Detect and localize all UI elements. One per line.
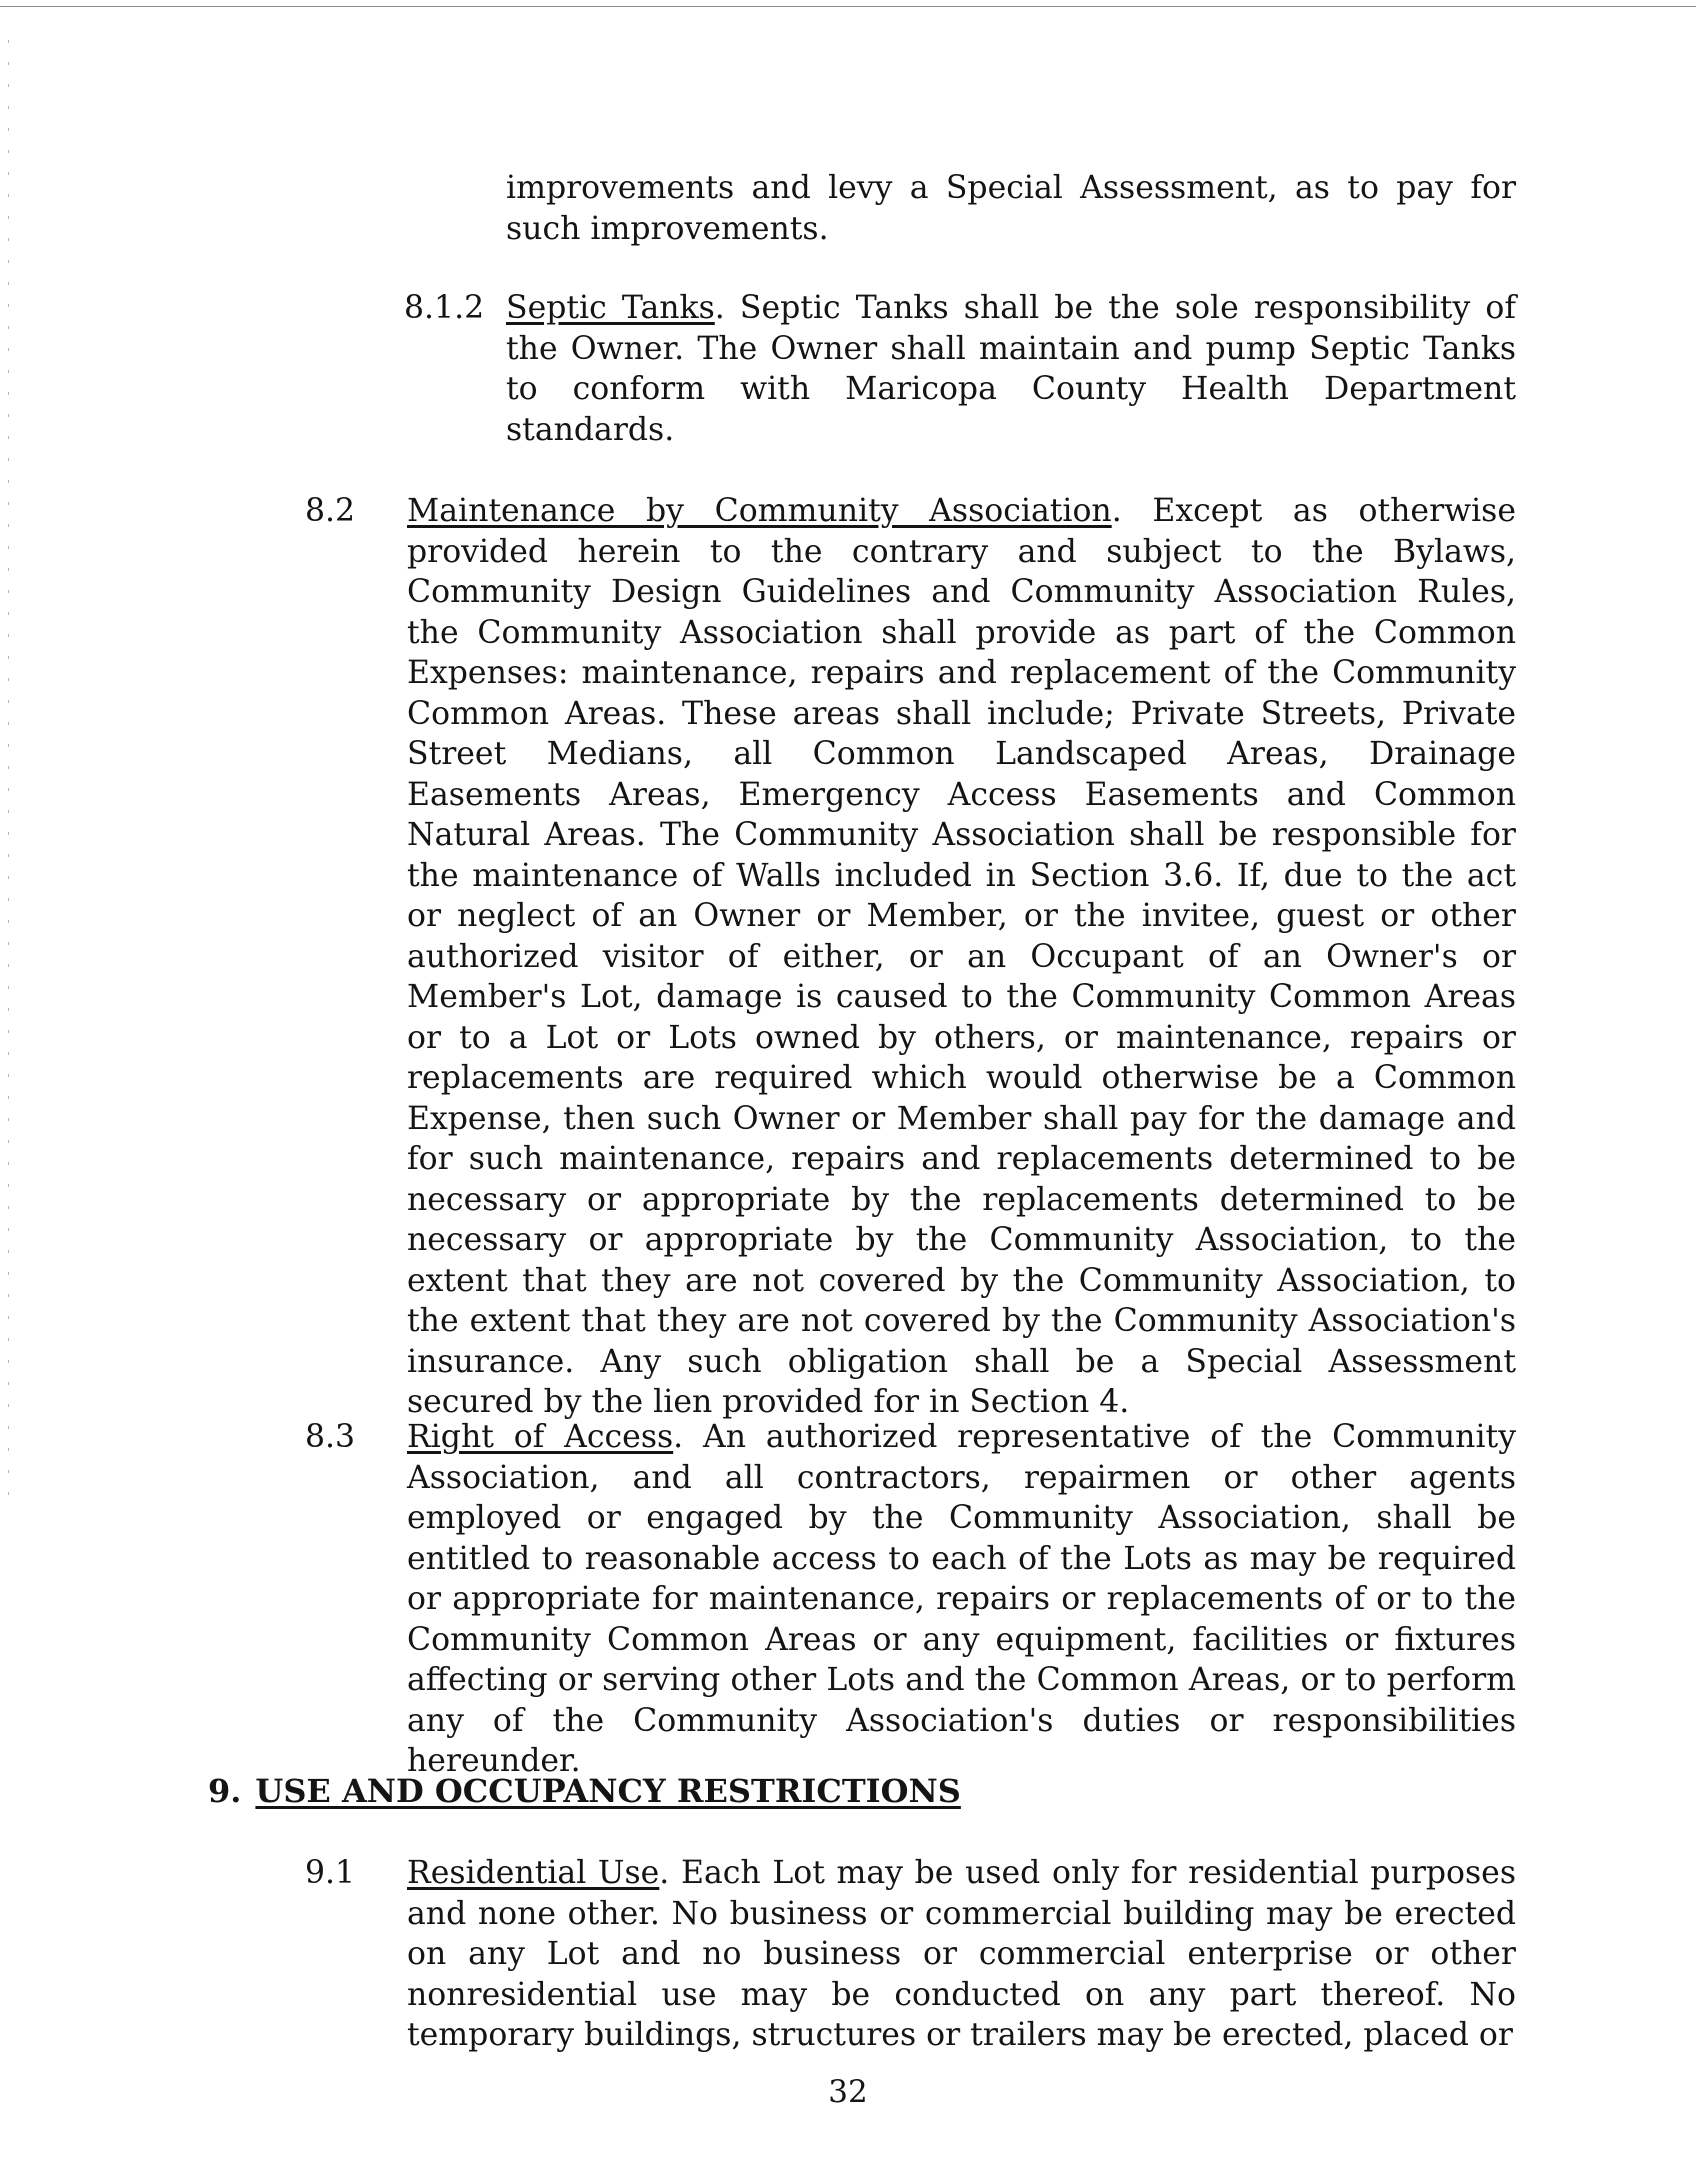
section-8-3-text: . An authorized representative of the Community Association, and all contractors, repairmen or other agents employed or engaged by the Community Association, shall be entitled to reasonable access to each of the Lots as may be required or appropriate for maintenance, repairs or replacements of or to the Community Common Areas or any equipment, facilities or fixtures affecting or serving other Lots and the Common Areas, or to perform any of the Community Association's duties or responsibilities hereunder. [407, 1419, 1517, 1779]
section-9-1-paragraph [407, 1853, 1516, 2056]
section-8-3-number: 8.3 [305, 1419, 356, 1455]
section-8-1-2-paragraph [506, 288, 1516, 450]
section-8-2-text: . Except as otherwise provided herein to the contrary and subject to the Bylaws, Community Design Guidelines and Community Association Rules, the Community Association shall provide as part of the Common Expenses: maintenance, repairs and replacement of the Community Common Areas. These areas shall include; Private Streets, Private Street Medians, all Common Landscaped Areas, Drainage Easements Areas, Emergency Access Easements and Common Natural Areas. The Community Association shall be responsible for the maintenance of Walls included in Section 3.6. If, due to the act or neglect of an Owner or Member, or the invitee, guest or other authorized visitor of either, or an Occupant of an Owner's or Member's Lot, damage is caused to the Community Common Areas or to a Lot or Lots owned by others, or maintenance, repairs or replacements are required which would otherwise be a Common Expense, then such Owner or Member shall pay for the damage and for such maintenance, repairs and replacements determined to be necessary or appropriate by the replacements determined to be necessary or appropriate by the Community Association, to the extent that they are not covered by the Community Association, to the extent that they are not covered by the Community Association's insurance. Any such obligation shall be a Special Assessment secured by the lien provided for in Section 4. [407, 493, 1516, 1420]
section-8-3-title: Right of Access [407, 1419, 674, 1455]
section-9-1-title: Residential Use [407, 1855, 660, 1891]
section-9-heading [208, 1771, 961, 1812]
section-8-1-2-title: Septic Tanks [506, 290, 715, 326]
section-9-title: USE AND OCCUPANCY RESTRICTIONS [255, 1772, 961, 1810]
section-8-3-paragraph [407, 1417, 1516, 1782]
continuation-paragraph: improvements and levy a Special Assessment, as to pay for such improvements. [506, 170, 1516, 247]
scan-margin-marks [8, 40, 9, 1500]
section-8-2-number: 8.2 [305, 493, 356, 529]
section-9-number: 9. [208, 1772, 242, 1810]
section-8-1-2-text: . Septic Tanks shall be the sole responsibility of the Owner. The Owner shall maintain and pump Septic Tanks to conform with Maricopa County Health Department standards. [506, 290, 1516, 448]
page-number: 32 [828, 2074, 868, 2110]
section-8-2-paragraph [407, 491, 1516, 1423]
section-9-1-number: 9.1 [305, 1855, 356, 1891]
section-9-1-text: . Each Lot may be used only for residential purposes and none other. No business or commercial building may be erected on any Lot and no business or commercial enterprise or other nonresidential use may be conducted on any part thereof. No temporary buildings, structures or trailers may be erected, placed or [407, 1855, 1516, 2053]
scan-edge-line [0, 6, 1696, 7]
section-8-2-title: Maintenance by Community Association [407, 493, 1112, 529]
section-8-1-2-number: 8.1.2 [404, 290, 485, 326]
